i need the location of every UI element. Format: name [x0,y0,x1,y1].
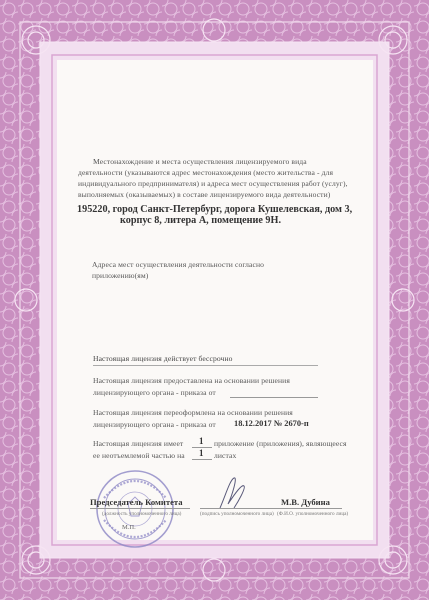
address-intro-line4: выполняемых (оказываемых) в составе лицензируемого вида деятельности) [78,190,331,199]
appendix-line1-post: приложение (приложения), являющееся [214,439,347,448]
position-caption: (должность уполномоченного лица) [102,511,182,517]
signature-caption: (подпись уполномоченного лица) [200,511,274,517]
locations-line2: приложению(ям) [92,271,149,280]
name-caption: (Ф.И.О. уполномоченного лица) [277,511,349,517]
appendix-line1-pre: Настоящая лицензия имеет [93,439,184,448]
signatory-position: Председатель Комитета [90,497,183,507]
reissue-line2: лицензирующего органа - приказа от [93,420,216,429]
signatory-name: М.В. Дубина [281,497,330,507]
appendix-count2-line [192,459,212,460]
appendix-count2: 1 [199,448,204,458]
locations-line1: Адреса мест осуществления деятельности согласно [92,260,265,269]
reissue-order: 18.12.2017 № 2670-п [234,419,309,428]
address-intro-line1: Местонахождение и места осуществления лицензируемого вида [93,157,307,166]
stamp-place: М.П. [122,524,136,531]
official-seal [94,468,176,550]
validity-text: Настоящая лицензия действует бессрочно [93,354,233,363]
appendix-count1: 1 [199,436,204,446]
position-line [90,508,190,509]
signature-line [200,508,272,509]
basis-date-line [230,397,318,398]
address-line1: 195220, город Санкт-Петербург, дорога Кушелевская, дом 3, [77,204,353,215]
basis-line1: Настоящая лицензия предоставлена на основании решения [93,376,290,385]
address-line2: корпус 8, литера А, помещение 9Н. [120,215,281,226]
appendix-line2-post: листах [214,451,237,460]
basis-line2: лицензирующего органа - приказа от [93,388,216,397]
address-intro-line2: деятельности (указываются адрес местонахождения (место жительства - для [78,168,334,177]
name-line [270,508,342,509]
divider [93,365,318,366]
reissue-line1: Настоящая лицензия переоформлена на основании решения [93,408,293,417]
appendix-line2-pre: ее неотъемлемой частью на [93,451,185,460]
address-intro-line3: индивидуального предпринимателя) и адреса мест осуществления работ (услуг), [78,179,348,188]
